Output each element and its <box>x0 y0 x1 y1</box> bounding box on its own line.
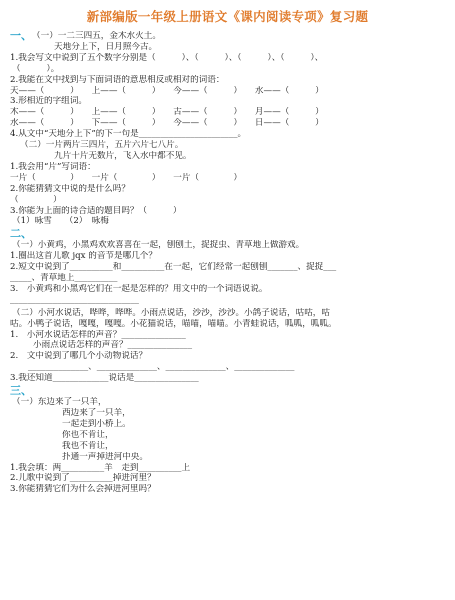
question-4-1: 1. 小河水说话怎样的声音？_______________ <box>10 329 186 340</box>
question-3-1: 1.圈出这首儿歌 jqx 的音节是哪几个？ <box>10 251 157 262</box>
question-5-1: 1.我会填：两__________羊 走到__________上 <box>10 462 191 473</box>
question-5-2: 2.儿歌中说到了__________掉进河里？ <box>10 473 156 484</box>
question-4-1-continued: 小雨点说话怎样的声音？_______________ <box>33 340 192 351</box>
poem-line-3: 一起走到小桥上。 <box>62 418 131 429</box>
passage-2-intro: （二）一片两片三四片，五片六片七八片。 <box>20 140 184 151</box>
question-2-1-row: 一片（ ） 一片（ ） 一片（ ） <box>10 172 243 183</box>
question-2-1: 1.我会用“片”写词语： <box>10 161 96 172</box>
passage-3-intro: （一）小黄鸡，小黑鸡欢欢喜喜在一起，刨刨土，捉捉虫、青草地上做游戏。 <box>12 240 305 251</box>
poem-line-6: 扑通一声掉进河中央。 <box>62 451 148 462</box>
question-4-2: 2. 文中说到了哪几个小动物说话？ <box>10 351 148 362</box>
question-1-3-row1: 木——（ ） 上——（ ） 古——（ ） 月——（ ） <box>10 107 324 118</box>
passage-2-poem: 九片十片无数片，飞入水中都不见。 <box>54 150 192 161</box>
page-title: 新部编版一年级上册语文《课内阅读专项》复习题 <box>86 9 369 24</box>
question-4-2-blanks: ______________、______________、______________、______________ <box>28 362 295 373</box>
question-2-2: 2.你能猜猜文中说的是什么吗？ <box>10 183 130 194</box>
question-1-4: 4.从文中“天地分上下”的下一句是_______________________。 <box>10 129 247 140</box>
poem-line-1: （一）东边来了一只羊， <box>12 397 107 408</box>
question-1-3: 3.形相近的字组词。 <box>10 96 87 107</box>
question-3-2: 2.短文中说到了__________和__________在一起，它们经常一起刨刨_______、捉捉___ <box>10 262 337 273</box>
passage-4-intro: （二）小河水说话，哗哗，哗哗。小雨点说话，沙沙，沙沙。小鸽子说话，咕咕，咕 <box>12 307 330 318</box>
question-1-3-row2: 水——（ ） 下——（ ） 今——（ ） 日——（ ） <box>10 118 324 129</box>
question-1-2-row: 天——（ ） 上——（ ） 今——（ ） 水——（ ） <box>10 85 324 96</box>
question-3-3-blank: ______________________________ <box>10 294 139 305</box>
question-2-3: 3.你能为上面的诗合适的题目吗？（ ） <box>10 205 182 216</box>
section-heading-2: 二、 <box>10 227 32 241</box>
poem-line-5: 我也不肯让， <box>62 440 114 451</box>
passage-1-poem: 天地分上下，日月照今古。 <box>54 41 158 52</box>
poem-line-4: 你也不肯让， <box>62 429 114 440</box>
section-heading-1: 一、 <box>10 29 32 42</box>
question-4-3: 3.我还知道_____________说话是_______________ <box>10 373 199 384</box>
question-2-3-options: （1）咏雪 （2） 咏梅 <box>12 216 109 227</box>
question-3-2-continued: _____、青草地上__________ <box>10 273 118 284</box>
poem-line-2: 西边来了一只羊， <box>62 408 131 418</box>
question-2-2-answer: （ ） <box>10 194 62 205</box>
question-1-1: 1.我会写文中说到了五个数字分别是（ ）、（ ）、（ ）、（ ）、 <box>10 52 324 63</box>
question-5-3: 3.你能猜猜它们为什么会掉进河里吗？ <box>10 484 156 495</box>
question-1-2: 2.我能在文中找到与下面词语的意思相反或相对的词语： <box>10 74 225 85</box>
passage-1-intro: （一）一二三四五，金木水火土。 <box>32 31 161 41</box>
question-1-1-continued: （ ）。 <box>12 63 60 74</box>
question-3-3: 3. 小黄鸡和小黑鸡它们在一起是怎样的？用文中的一个词语说说。 <box>10 283 268 294</box>
passage-4-line2: 咕。小鸭子说话，嘎嘎，嘎嘎。小花猫说话，喵喵，喵喵。小青蛙说话，呱呱，呱呱。 <box>10 318 337 329</box>
section-heading-3: 三、 <box>10 384 32 398</box>
